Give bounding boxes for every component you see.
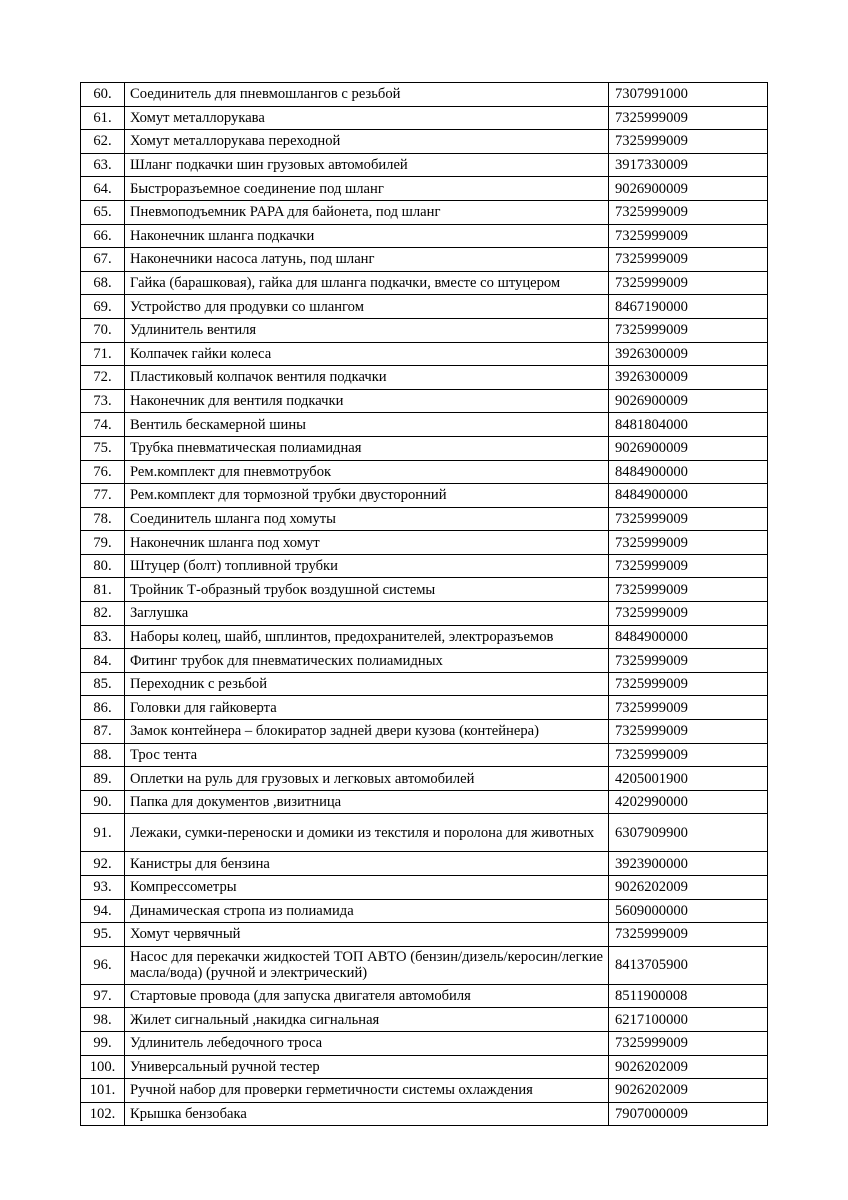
table-row — [81, 578, 768, 602]
product-code: 7325999009 — [609, 1031, 768, 1055]
table-row — [81, 767, 768, 791]
table-row — [81, 649, 768, 673]
table-row — [81, 130, 768, 154]
row-number: 69. — [81, 295, 125, 319]
table-row — [81, 200, 768, 224]
product-code: 3917330009 — [609, 153, 768, 177]
row-number: 71. — [81, 342, 125, 366]
row-number: 86. — [81, 696, 125, 720]
table-row — [81, 602, 768, 626]
product-code: 7325999009 — [609, 602, 768, 626]
product-name: Рем.комплект для тормозной трубки двусторонний — [125, 484, 609, 508]
table-row — [81, 224, 768, 248]
product-name: Насос для перекачки жидкостей ТОП АВТО (бензин/дизель/керосин/легкие масла/вода) (ручной и электрический) — [125, 946, 609, 984]
product-code: 6307909900 — [609, 814, 768, 852]
product-code: 9026202009 — [609, 876, 768, 900]
row-number: 97. — [81, 984, 125, 1008]
product-code: 7325999009 — [609, 224, 768, 248]
product-name: Устройство для продувки со шлангом — [125, 295, 609, 319]
product-name: Пневмоподъемник PAPA для байонета, под шланг — [125, 200, 609, 224]
row-number: 76. — [81, 460, 125, 484]
product-code: 4205001900 — [609, 767, 768, 791]
product-name: Жилет сигнальный ,накидка сигнальная — [125, 1008, 609, 1032]
product-name: Тройник Т-образный трубок воздушной системы — [125, 578, 609, 602]
row-number: 94. — [81, 899, 125, 923]
table-row — [81, 177, 768, 201]
row-number: 72. — [81, 366, 125, 390]
product-code: 7325999009 — [609, 531, 768, 555]
product-name: Удлинитель лебедочного троса — [125, 1031, 609, 1055]
row-number: 99. — [81, 1031, 125, 1055]
product-code: 7907000009 — [609, 1102, 768, 1126]
product-code: 8484900000 — [609, 484, 768, 508]
product-name: Колпачек гайки колеса — [125, 342, 609, 366]
product-name: Хомут червячный — [125, 923, 609, 947]
product-code: 7325999009 — [609, 649, 768, 673]
row-number: 68. — [81, 271, 125, 295]
product-code: 7325999009 — [609, 923, 768, 947]
table-row — [81, 342, 768, 366]
product-code: 3923900000 — [609, 852, 768, 876]
table-row — [81, 366, 768, 390]
product-name: Оплетки на руль для грузовых и легковых автомобилей — [125, 767, 609, 791]
product-name: Наконечник шланга под хомут — [125, 531, 609, 555]
product-name: Наконечники насоса латунь, под шланг — [125, 248, 609, 272]
table-row — [81, 389, 768, 413]
table-row — [81, 554, 768, 578]
product-name: Быстроразъемное соединение под шланг — [125, 177, 609, 201]
goods-code-table — [80, 82, 768, 1126]
table-row — [81, 484, 768, 508]
table-row — [81, 106, 768, 130]
product-name: Хомут металлорукава переходной — [125, 130, 609, 154]
row-number: 81. — [81, 578, 125, 602]
table-row — [81, 876, 768, 900]
row-number: 65. — [81, 200, 125, 224]
product-name: Ручной набор для проверки герметичности системы охлаждения — [125, 1079, 609, 1103]
table-row — [81, 1031, 768, 1055]
table-row — [81, 460, 768, 484]
row-number: 90. — [81, 790, 125, 814]
product-name: Наконечник для вентиля подкачки — [125, 389, 609, 413]
row-number: 80. — [81, 554, 125, 578]
table-row — [81, 507, 768, 531]
product-code: 8413705900 — [609, 946, 768, 984]
row-number: 101. — [81, 1079, 125, 1103]
row-number: 77. — [81, 484, 125, 508]
product-name: Удлинитель вентиля — [125, 318, 609, 342]
table-row — [81, 790, 768, 814]
row-number: 66. — [81, 224, 125, 248]
row-number: 102. — [81, 1102, 125, 1126]
table-row — [81, 672, 768, 696]
table-row — [81, 295, 768, 319]
product-code: 7325999009 — [609, 271, 768, 295]
product-code: 8467190000 — [609, 295, 768, 319]
product-code: 9026900009 — [609, 436, 768, 460]
product-name: Лежаки, сумки-переноски и домики из текстиля и поролона для животных — [125, 814, 609, 852]
table-row — [81, 413, 768, 437]
row-number: 89. — [81, 767, 125, 791]
product-name: Переходник с резьбой — [125, 672, 609, 696]
row-number: 75. — [81, 436, 125, 460]
product-name: Наконечник шланга подкачки — [125, 224, 609, 248]
table-row — [81, 271, 768, 295]
row-number: 96. — [81, 946, 125, 984]
table-row — [81, 720, 768, 744]
product-name: Вентиль бескамерной шины — [125, 413, 609, 437]
product-name: Компрессометры — [125, 876, 609, 900]
row-number: 83. — [81, 625, 125, 649]
product-code: 4202990000 — [609, 790, 768, 814]
product-code: 7325999009 — [609, 720, 768, 744]
row-number: 85. — [81, 672, 125, 696]
product-code: 7325999009 — [609, 106, 768, 130]
row-number: 87. — [81, 720, 125, 744]
row-number: 60. — [81, 83, 125, 107]
row-number: 63. — [81, 153, 125, 177]
product-code: 5609000000 — [609, 899, 768, 923]
table-row — [81, 436, 768, 460]
product-code: 9026202009 — [609, 1079, 768, 1103]
product-name: Головки для гайковерта — [125, 696, 609, 720]
product-code: 7325999009 — [609, 318, 768, 342]
product-name: Стартовые провода (для запуска двигателя автомобиля — [125, 984, 609, 1008]
product-code: 7325999009 — [609, 507, 768, 531]
row-number: 91. — [81, 814, 125, 852]
table-row — [81, 923, 768, 947]
row-number: 92. — [81, 852, 125, 876]
product-code: 3926300009 — [609, 366, 768, 390]
product-name: Соединитель шланга под хомуты — [125, 507, 609, 531]
row-number: 88. — [81, 743, 125, 767]
product-code: 7325999009 — [609, 696, 768, 720]
table-row — [81, 696, 768, 720]
product-code: 7325999009 — [609, 554, 768, 578]
table-row — [81, 946, 768, 984]
product-name: Крышка бензобака — [125, 1102, 609, 1126]
product-name: Трос тента — [125, 743, 609, 767]
product-name: Наборы колец, шайб, шплинтов, предохранителей, электроразъемов — [125, 625, 609, 649]
row-number: 78. — [81, 507, 125, 531]
product-name: Гайка (барашковая), гайка для шланга подкачки, вместе со штуцером — [125, 271, 609, 295]
product-name: Замок контейнера – блокиратор задней двери кузова (контейнера) — [125, 720, 609, 744]
table-row — [81, 248, 768, 272]
product-code: 7325999009 — [609, 578, 768, 602]
product-code: 7325999009 — [609, 130, 768, 154]
table-row — [81, 318, 768, 342]
product-name: Заглушка — [125, 602, 609, 626]
product-code: 3926300009 — [609, 342, 768, 366]
table-row — [81, 852, 768, 876]
product-code: 6217100000 — [609, 1008, 768, 1032]
row-number: 95. — [81, 923, 125, 947]
table-row — [81, 1079, 768, 1103]
product-name: Соединитель для пневмошлангов с резьбой — [125, 83, 609, 107]
row-number: 62. — [81, 130, 125, 154]
table-row — [81, 531, 768, 555]
product-code: 8481804000 — [609, 413, 768, 437]
product-code: 7325999009 — [609, 200, 768, 224]
table-row — [81, 984, 768, 1008]
product-code: 7307991000 — [609, 83, 768, 107]
product-code: 7325999009 — [609, 248, 768, 272]
product-name: Хомут металлорукава — [125, 106, 609, 130]
product-name: Динамическая стропа из полиамида — [125, 899, 609, 923]
table-row — [81, 814, 768, 852]
row-number: 67. — [81, 248, 125, 272]
row-number: 70. — [81, 318, 125, 342]
table-row — [81, 743, 768, 767]
product-code: 8484900000 — [609, 460, 768, 484]
row-number: 61. — [81, 106, 125, 130]
product-name: Канистры для бензина — [125, 852, 609, 876]
product-name: Трубка пневматическая полиамидная — [125, 436, 609, 460]
table-row — [81, 83, 768, 107]
table-row — [81, 1008, 768, 1032]
product-code: 9026202009 — [609, 1055, 768, 1079]
product-code: 9026900009 — [609, 177, 768, 201]
table-row — [81, 899, 768, 923]
table-row — [81, 1055, 768, 1079]
product-code: 7325999009 — [609, 672, 768, 696]
product-code: 7325999009 — [609, 743, 768, 767]
product-name: Шланг подкачки шин грузовых автомобилей — [125, 153, 609, 177]
row-number: 74. — [81, 413, 125, 437]
product-code: 8511900008 — [609, 984, 768, 1008]
row-number: 100. — [81, 1055, 125, 1079]
row-number: 82. — [81, 602, 125, 626]
product-name: Рем.комплект для пневмотрубок — [125, 460, 609, 484]
table-body — [81, 83, 768, 1126]
product-name: Папка для документов ,визитница — [125, 790, 609, 814]
product-name: Пластиковый колпачок вентиля подкачки — [125, 366, 609, 390]
row-number: 79. — [81, 531, 125, 555]
table-row — [81, 153, 768, 177]
row-number: 73. — [81, 389, 125, 413]
product-name: Универсальный ручной тестер — [125, 1055, 609, 1079]
row-number: 93. — [81, 876, 125, 900]
product-code: 9026900009 — [609, 389, 768, 413]
row-number: 84. — [81, 649, 125, 673]
product-name: Фитинг трубок для пневматических полиамидных — [125, 649, 609, 673]
table-row — [81, 625, 768, 649]
product-name: Штуцер (болт) топливной трубки — [125, 554, 609, 578]
row-number: 64. — [81, 177, 125, 201]
product-code: 8484900000 — [609, 625, 768, 649]
table-row — [81, 1102, 768, 1126]
row-number: 98. — [81, 1008, 125, 1032]
